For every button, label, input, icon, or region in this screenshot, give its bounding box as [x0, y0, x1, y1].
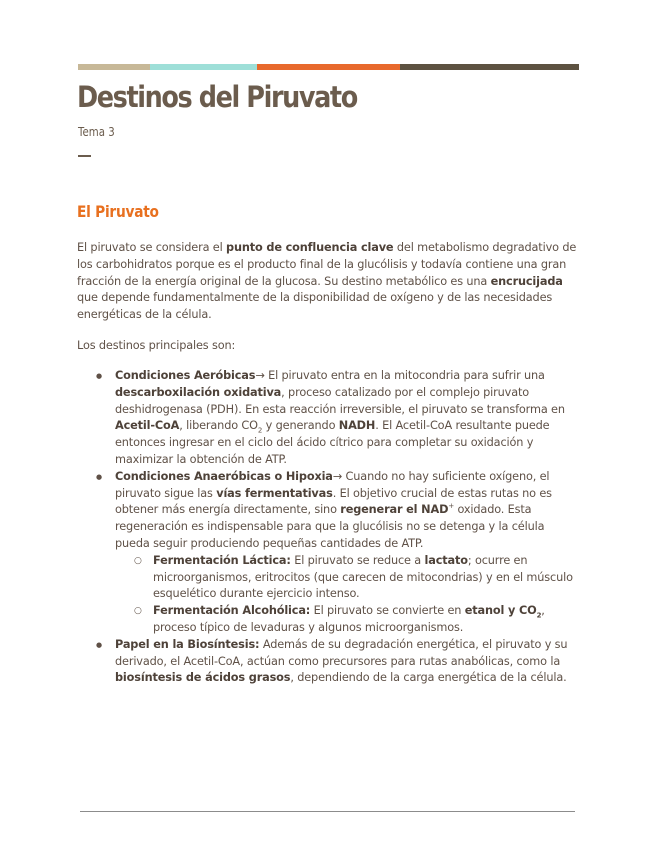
document-subtitle: Tema 3: [78, 125, 115, 139]
sublist-item-lactic: ○ Fermentación Láctica: El piruvato se reduce a lactato; ocurre en microorganismos, eritrocitos (que carecen de mitocondrias) y en el músculo esquelético durante ejercicio intenso.: [115, 553, 577, 603]
section-heading: El Piruvato: [77, 202, 159, 221]
stripe-segment-teal: [150, 64, 257, 70]
fermentation-sublist: [115, 553, 577, 637]
list-item-anaerobic: ● Condiciones Anaeróbicas o Hipoxia→ Cuando no hay suficiente oxígeno, el piruvato sigue las vías fermentativas. El objetivo crucial de estas rutas no es obtener más energía directamente, sino regenerar el NAD+ oxidado. Esta regeneración es indispensable para que la glucólisis no se detenga y la célula pueda seguir produciendo pequeñas cantidades de ATP. ○ Fermentación Láctica: El piruvato se reduce a lactato; ocurre en microorganismos, eritrocitos (que carecen de mitocondrias) y en el músculo esquelético durante ejercicio intenso. ○ Fermentación Alcohólica: El piruvato se convierte en etanol y $CO_2$, proceso típico de levaduras y algunos microorganismos.: [77, 469, 577, 637]
sublist-item-alcoholic: ○ Fermentación Alcohólica: El piruvato se convierte en etanol y $CO_2$, proceso típico de levaduras y algunos microorganismos.: [115, 603, 577, 637]
header-color-stripe: [78, 64, 579, 70]
list-intro: Los destinos principales son:: [77, 339, 236, 352]
subtitle-divider: [78, 155, 91, 157]
footer-divider: [80, 811, 575, 812]
stripe-segment-brown: [400, 64, 579, 70]
stripe-segment-orange: [257, 64, 400, 70]
list-item-aerobic: ● Condiciones Aeróbicas→ El piruvato entra en la mitocondria para sufrir una descarboxilación oxidativa, proceso catalizado por el complejo piruvato deshidrogenasa (PDH). En esta reacción irreversible, el piruvato se transforma en Acetil-CoA, liberando $CO_2$ y generando NADH. El Acetil-CoA resultante puede entonces ingresar en el ciclo del ácido cítrico para completar su oxidación y maximizar la obtención de ATP.: [77, 368, 577, 469]
intro-paragraph: El piruvato se considera el punto de confluencia clave del metabolismo degradativo de los carbohidratos porque es el producto final de la glucólisis y todavía contiene una gran fracción de la energía original de la glucosa. Su destino metabólico es una encrucijada que depende fundamentalmente de la disponibilidad de oxígeno y de las necesidades energéticas de la célula.: [77, 241, 577, 322]
list-item-biosynthesis: ● Papel en la Biosíntesis: Además de su degradación energética, el piruvato y su derivado, el Acetil-CoA, actúan como precursores para rutas anabólicas, como la biosíntesis de ácidos grasos, dependiendo de la carga energética de la célula.: [77, 637, 577, 687]
stripe-segment-beige: [78, 64, 150, 70]
destinations-list: [77, 368, 577, 687]
document-title: Destinos del Piruvato: [77, 80, 357, 114]
